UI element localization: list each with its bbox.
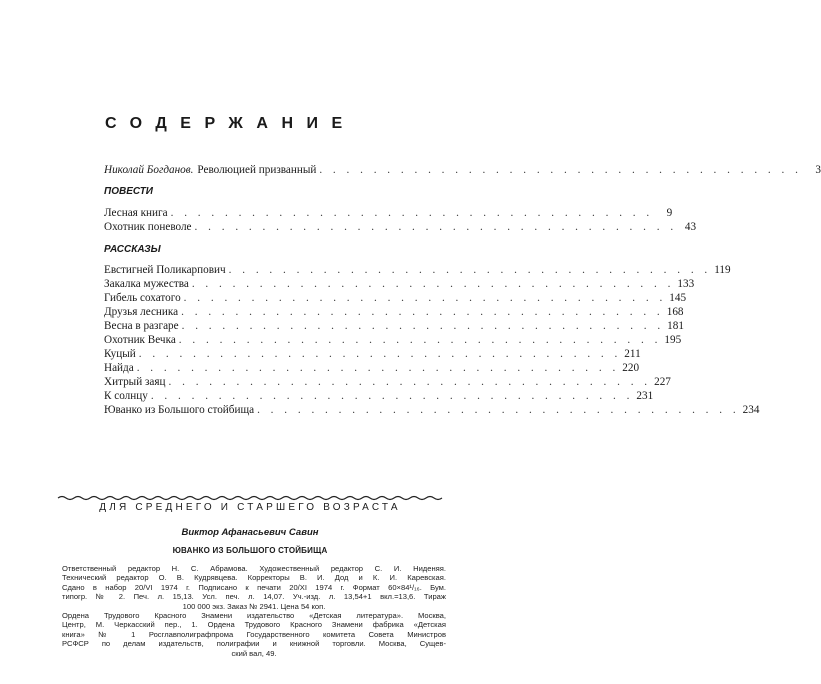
- imprint-line: Ответственный редактор Н. С. Абрамова. Художественный редактор С. И. Ниденяя.: [62, 564, 446, 573]
- entry-title: Гибель сохатого: [104, 292, 181, 304]
- leader-dots: . . . . . . . . . . . . . . . . . . . . . . . . . . . . . . . . . . . .: [181, 320, 665, 332]
- toc-entry[interactable]: [104, 403, 760, 417]
- toc-entry[interactable]: [104, 291, 687, 305]
- book-author: Виктор Афанасьевич Савин: [181, 527, 319, 538]
- imprint-block: [62, 564, 446, 658]
- toc-entry[interactable]: [104, 319, 684, 333]
- entry-title: Охотник Вечка: [104, 334, 176, 346]
- entry-title: Охотник поневоле: [104, 221, 192, 233]
- imprint-line: Ордена Трудового Красного Знамени издательство «Детская литература». Москва,: [62, 611, 446, 621]
- toc-entry[interactable]: [104, 277, 695, 291]
- entry-page: 9: [666, 207, 673, 219]
- leader-dots: . . . . . . . . . . . . . . . . . . . . . . . . . . . . . . . . . . . .: [138, 348, 622, 360]
- toc-entry[interactable]: [104, 333, 682, 347]
- toc-entry[interactable]: [104, 305, 684, 319]
- entry-page: 195: [664, 334, 682, 346]
- imprint-line: 100 000 экз. Заказ № 2941. Цена 54 коп.: [182, 601, 326, 611]
- entry-page: 220: [622, 362, 640, 374]
- wavy-divider: [58, 494, 442, 502]
- leader-dots: . . . . . . . . . . . . . . . . . . . . . . . . . . . . . . . . . . . .: [194, 221, 678, 233]
- entry-page: 211: [624, 348, 641, 360]
- entry-page: 227: [654, 376, 671, 388]
- toc-entry[interactable]: [104, 389, 654, 403]
- entry-title: Закалка мужества: [104, 278, 189, 290]
- toc-entry[interactable]: [104, 263, 731, 277]
- book-title: ЮВАНКО ИЗ БОЛЬШОГО СТОЙБИЩА: [172, 546, 328, 555]
- entry-title: Лесная книга: [104, 207, 168, 219]
- imprint-line: ский вал, 49.: [231, 648, 277, 658]
- entry-title: Найда: [104, 362, 134, 374]
- toc-title: СОДЕРЖАНИЕ: [105, 115, 356, 132]
- entry-page: 168: [666, 306, 684, 318]
- toc-entry-intro[interactable]: [104, 163, 821, 177]
- entry-title: Друзья лесника: [104, 306, 179, 318]
- toc-entry[interactable]: [104, 220, 697, 234]
- leader-dots: . . . . . . . . . . . . . . . . . . . . . . . . . . . . . . . . . . . .: [181, 306, 664, 318]
- leader-dots: . . . . . . . . . . . . . . . . . . . . . . . . . . . . . . . . . . . .: [319, 164, 802, 176]
- imprint-line: книга» № 1 Росглавполиграфпрома Государственного комитета Совета Министров: [62, 629, 446, 639]
- leader-dots: . . . . . . . . . . . . . . . . . . . . . . . . . . . . . . . . . . . .: [228, 264, 712, 276]
- entry-page: 145: [669, 292, 687, 304]
- entry-page: 234: [742, 404, 760, 416]
- leader-dots: . . . . . . . . . . . . . . . . . . . . . . . . . . . . . . . . . . . .: [170, 207, 654, 219]
- imprint-line: РСФСР по делам издательств, полиграфии и книжной торговли. Москва, Сущев-: [62, 639, 446, 649]
- entry-title: Весна в разгаре: [104, 320, 179, 332]
- toc-entry[interactable]: [104, 206, 673, 220]
- entry-page: 119: [714, 264, 731, 276]
- toc-entry[interactable]: [104, 375, 671, 389]
- entry-title: Хитрый заяц: [104, 376, 166, 388]
- leader-dots: . . . . . . . . . . . . . . . . . . . . . . . . . . . . . . . . . . . .: [136, 362, 620, 374]
- entry-title: Куцый: [104, 348, 136, 360]
- leader-dots: . . . . . . . . . . . . . . . . . . . . . . . . . . . . . . . . . . . .: [168, 376, 652, 388]
- imprint-line: типогр. № 2. Печ. л. 15,13. Усл. печ. л. 14,07. Уч.-изд. л. 13,54+1 вкл.=13,6. Тираж: [62, 592, 446, 602]
- toc-entry[interactable]: [104, 361, 640, 375]
- entry-title: Юванко из Большого стойбища: [104, 404, 255, 416]
- toc-entry[interactable]: [104, 347, 641, 361]
- imprint-line: Технический редактор О. В. Кудрявцева. Корректоры В. И. Дод и К. И. Каревская.: [62, 573, 446, 583]
- age-series-line: ДЛЯ СРЕДНЕГО И СТАРШЕГО ВОЗРАСТА: [99, 502, 401, 513]
- entry-page: 133: [677, 278, 695, 290]
- leader-dots: . . . . . . . . . . . . . . . . . . . . . . . . . . . . . . . . . . . .: [191, 278, 675, 290]
- leader-dots: . . . . . . . . . . . . . . . . . . . . . . . . . . . . . . . . . . . .: [178, 334, 662, 346]
- entry-title: К солнцу: [104, 390, 148, 402]
- entry-title: Евстигней Поликарпович: [104, 264, 226, 276]
- leader-dots: . . . . . . . . . . . . . . . . . . . . . . . . . . . . . . . . . . . .: [257, 404, 740, 416]
- entry-page: 181: [667, 320, 684, 332]
- section-heading-rasskazy: РАССКАЗЫ: [104, 244, 161, 255]
- entry-page: 231: [636, 390, 654, 402]
- intro-page: 3: [815, 164, 821, 176]
- imprint-line: Центр, М. Черкасский пер., 1. Ордена Трудового Красного Знамени фабрика «Детская: [62, 620, 446, 630]
- imprint-line: Сдано в набор 20/VI 1974 г. Подписано к печати 20/XI 1974 г. Формат 60×84¹/₁₆. Бум.: [62, 582, 446, 592]
- leader-dots: . . . . . . . . . . . . . . . . . . . . . . . . . . . . . . . . . . . .: [183, 292, 667, 304]
- leader-dots: . . . . . . . . . . . . . . . . . . . . . . . . . . . . . . . . . . . .: [150, 390, 634, 402]
- section-heading-povesti: ПОВЕСТИ: [104, 186, 154, 197]
- intro-title: Революцией призванный: [197, 164, 317, 176]
- intro-author: Николай Богданов.: [104, 164, 194, 176]
- entry-page: 43: [684, 221, 697, 233]
